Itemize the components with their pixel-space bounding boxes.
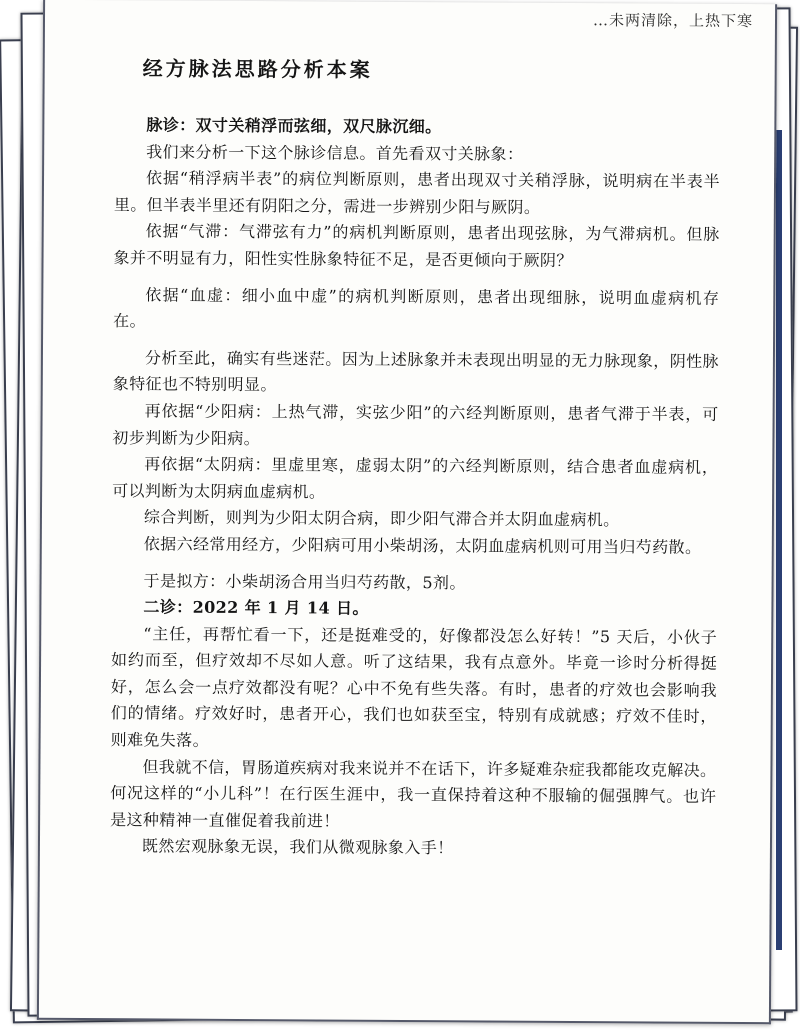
body-paragraph: 我们来分析一下这个脉诊信息。首先看双寸关脉象：: [146, 141, 524, 164]
body-paragraph: 依据“气滞：气滞弦有力”的病机判断原则，患者出现弦脉，为气滞病机。但脉象并不明显有力，阳性实性脉象特征不足，是否更倾向于厥阴？: [113, 221, 720, 270]
body-paragraph: 依据“稍浮病半表”的病位判断原则，患者出现双寸关稍浮脉，说明病在半表半里。但半表半里还有阴阳之分，需进一步辨别少阳与厥阴。: [113, 168, 721, 217]
book-page: [37, 0, 777, 1024]
page-body-text: [110, 112, 721, 864]
book-edge-strip: [776, 130, 782, 950]
body-paragraph: 既然宏观脉象无误，我们从微观脉象入手！: [141, 836, 454, 858]
pulse-diagnosis-heading: 脉诊：双寸关稍浮而弦细，双尺脉沉细。: [146, 115, 442, 137]
body-paragraph: 综合判断，则判为少阳太阴合病，即少阳气滞合并太阴血虚病机。: [143, 507, 620, 530]
body-paragraph: 再依据“太阴病：里虚里寒，虚弱太阴”的六经判断原则，结合患者血虚病机，可以判断为太阴病血虚病机。: [112, 454, 719, 502]
body-paragraph: 依据六经常用经方，少阳病可用小柴胡汤，太阴血虚病机则可用当归芍药散。: [143, 534, 702, 557]
section-title: 经方脉法思路分析本案: [142, 56, 373, 82]
prescription-line: 于是拟方：小柴胡汤合用当归芍药散，5剂。: [143, 570, 466, 592]
body-paragraph: 依据“血虚：细小血中虚”的病机判断原则，患者出现细脉，说明血虚病机存在。: [113, 284, 720, 331]
body-paragraph: 分析至此，确实有些迷茫。因为上述脉象并未表现出明显的无力脉现象，阴性脉象特征也不特别明显。: [112, 348, 720, 395]
body-paragraph: “主任，再帮忙看一下，还是挺难受的，好像都没怎么好转！”5 天后，小伙子如约而至，但疗效却不尽如人意。听了这结果，我有点意外。毕竟一诊时分析得挺好，怎么会一点疗效都没有呢？心中不免有些失落。有时，患者的疗效也会影响我们的情绪。疗效好时，患者开心，我们也如获至宝，特别有成就感；疗效不佳时，则难免失落。: [110, 624, 718, 750]
previous-page-fragment: …未两清除，上热下寒: [592, 11, 754, 31]
body-paragraph: 但我就不信，胃肠道疾病对我来说并不在话下，许多疑难杂症我都能攻克解决。何况这样的“小儿科”！在行医生涯中，我一直保持着这种不服输的倔强脾气。也许是这种精神一直催促着我前进！: [110, 757, 717, 831]
body-paragraph: 再依据“少阳病：上热气滞，实弦少阳”的六经判断原则，患者气滞于半表，可初步判断为少阳病。: [112, 401, 719, 448]
second-visit-heading: 二诊：2022 年 1 月 14 日。: [143, 597, 369, 618]
